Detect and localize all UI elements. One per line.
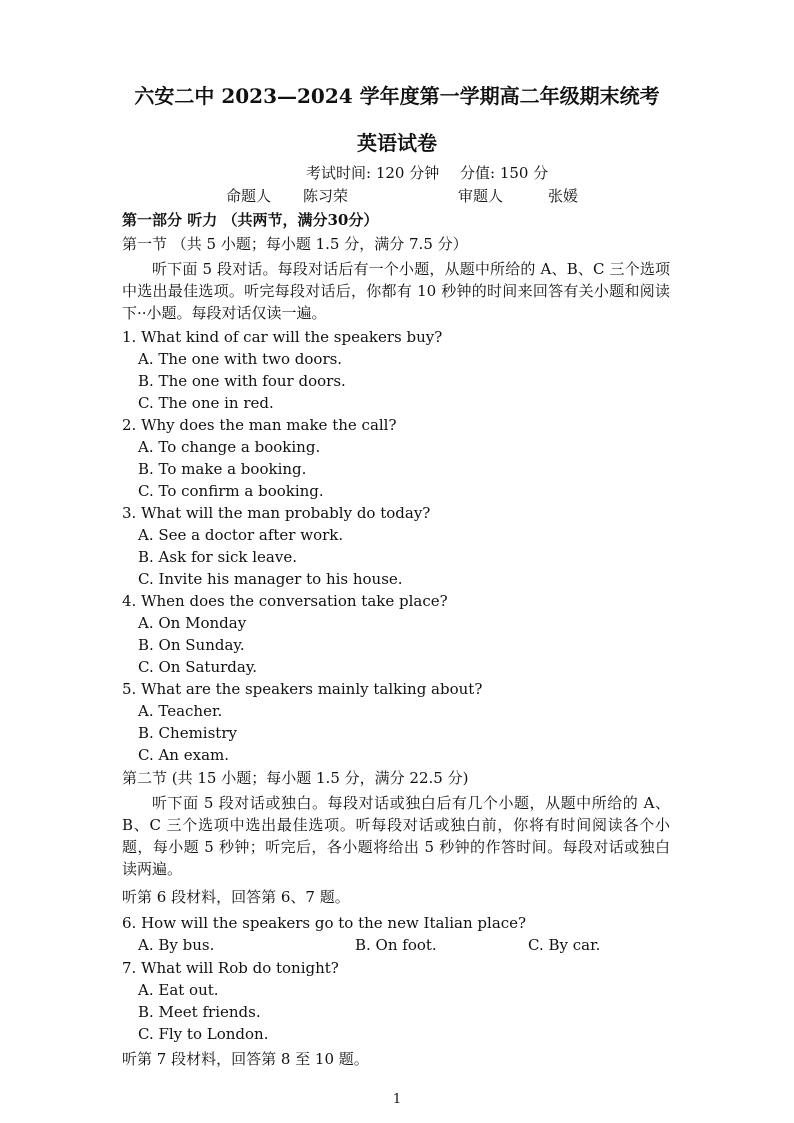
question-stem: 1. What kind of car will the speakers buy? (122, 328, 443, 346)
question-stem: 7. What will Rob do tonight? (122, 959, 339, 977)
exam-score: 分值: 150 分 (460, 164, 549, 182)
question-stem: 5. What are the speakers mainly talking about? (122, 680, 483, 698)
question-option: B. Chemistry (138, 724, 237, 742)
exam-subtitle: 英语试卷 (357, 131, 437, 155)
question-option: B. Ask for sick leave. (138, 548, 297, 566)
question-option: C. Invite his manager to his house. (138, 570, 403, 588)
part1-heading: 第一部分 听力 （共两节，满分30分） (122, 211, 379, 229)
setter-label: 命题人 (226, 187, 272, 205)
reviewer-label: 审题人 (458, 187, 504, 205)
question-option: B. Meet friends. (138, 1003, 261, 1021)
question-option: C. To confirm a booking. (138, 482, 324, 500)
question-option: C. The one in red. (138, 394, 274, 412)
question-option: A. On Monday (138, 614, 247, 632)
reviewer-name: 张媛 (548, 187, 579, 205)
question-option: A. To change a booking. (138, 438, 321, 456)
material-note-7: 听第 7 段材料，回答第 8 至 10 题。 (122, 1050, 369, 1068)
question-stem: 4. When does the conversation take place? (122, 592, 448, 610)
question-option: A. The one with two doors. (138, 350, 343, 368)
question-option: C. On Saturday. (138, 658, 258, 676)
question-option: A. Teacher. (138, 702, 223, 720)
question-option: A. Eat out. (138, 981, 219, 999)
page-number: 1 (392, 1092, 402, 1107)
section1-instructions: 听下面 5 段对话。每段对话后有一个小题，从题中所给的 A、B、C 三个选项中选出最佳选项。听完每段对话后，你都有 10 秒钟的时间来回答有关小题和阅读下··小题。每段对话仅读一遍。 (122, 260, 670, 322)
section1-heading: 第一节 （共 5 小题；每小题 1.5 分，满分 7.5 分） (122, 235, 468, 253)
exam-time: 考试时间: 120 分钟 (306, 164, 440, 182)
question-option: C. Fly to London. (138, 1025, 269, 1043)
question-option: B. On foot. (355, 936, 437, 954)
question-option: B. To make a booking. (138, 460, 307, 478)
question-stem: 2. Why does the man make the call? (122, 416, 397, 434)
exam-title: 六安二中 2023—2024 学年度第一学期高二年级期末统考 (134, 84, 660, 108)
material-note-6: 听第 6 段材料，回答第 6、7 题。 (122, 888, 350, 906)
question-option: B. The one with four doors. (138, 372, 346, 390)
question-option: C. An exam. (138, 746, 230, 764)
question-option: A. See a doctor after work. (138, 526, 344, 544)
setter-name: 陈习荣 (303, 187, 349, 205)
question-stem: 6. How will the speakers go to the new Italian place? (122, 914, 527, 932)
question-option: C. By car. (528, 936, 601, 954)
question-option: B. On Sunday. (138, 636, 245, 654)
section2-heading: 第二节 (共 15 小题；每小题 1.5 分，满分 22.5 分) (122, 769, 469, 787)
question-stem: 3. What will the man probably do today? (122, 504, 431, 522)
section2-instructions: 听下面 5 段对话或独白。每段对话或独白后有几个小题，从题中所给的 A、B、C 三个选项中选出最佳选项。听每段对话或独白前，你将有时间阅读各个小题，每小题 5 秒钟；听完后，各小题将给出 5 秒钟的作答时间。每段对话或独白读两遍。 (122, 794, 670, 878)
question-option: A. By bus. (138, 936, 215, 954)
